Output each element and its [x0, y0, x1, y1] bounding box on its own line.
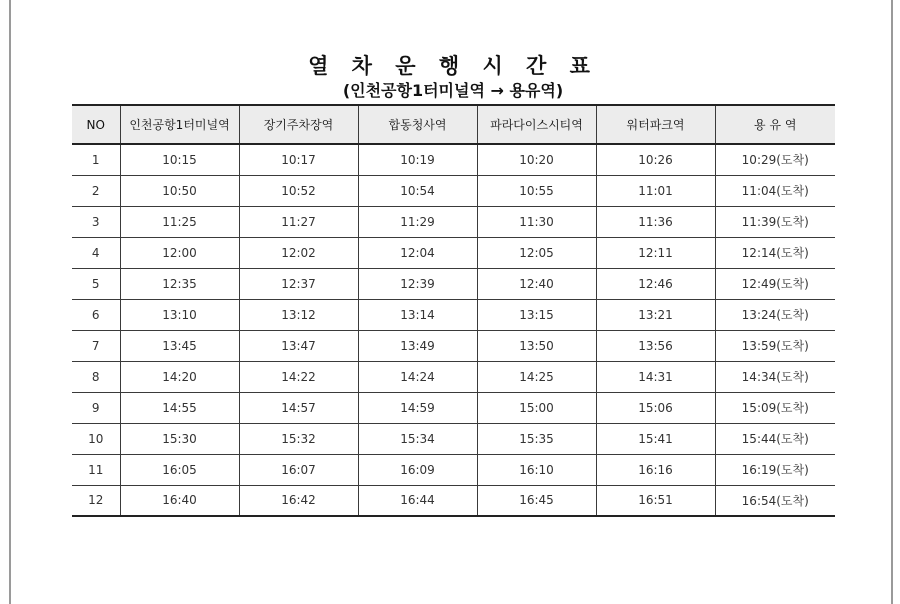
time-cell: 10:17	[239, 144, 358, 175]
page-subtitle: (인천공항1터미널역 → 용유역)	[342, 81, 564, 100]
time-cell: 15:30	[120, 423, 239, 454]
time-cell: 10:54	[358, 175, 477, 206]
time-cell: 12:00	[120, 237, 239, 268]
time-cell: 11:04(도착)	[715, 175, 835, 206]
time-cell: 10:20	[477, 144, 596, 175]
time-cell: 10:50	[120, 175, 239, 206]
column-header-paradise-city: 파라다이스시티역	[477, 105, 596, 144]
row-number-cell: 12	[88, 493, 104, 508]
time-cell: 16:40	[120, 485, 239, 516]
time-cell: 12:35	[120, 268, 239, 299]
time-cell: 10:15	[120, 144, 239, 175]
document-page	[9, 0, 893, 604]
row-number-cell: 11	[88, 462, 104, 477]
column-header-yongyu: 용 유 역	[715, 105, 835, 144]
time-cell: 15:00	[477, 392, 596, 423]
time-cell: 16:07	[239, 454, 358, 485]
table-row	[72, 237, 835, 268]
column-header-water-park: 워터파크역	[596, 105, 715, 144]
time-cell: 14:22	[239, 361, 358, 392]
table-body	[72, 144, 835, 516]
time-cell: 16:44	[358, 485, 477, 516]
time-cell: 13:15	[477, 299, 596, 330]
time-cell: 14:34(도착)	[715, 361, 835, 392]
time-cell: 14:31	[596, 361, 715, 392]
time-cell: 11:36	[596, 206, 715, 237]
time-cell: 13:10	[120, 299, 239, 330]
time-cell: 16:16	[596, 454, 715, 485]
time-cell: 16:10	[477, 454, 596, 485]
time-cell: 11:25	[120, 206, 239, 237]
time-cell: 12:14(도착)	[715, 237, 835, 268]
row-number-cell: 6	[91, 307, 100, 322]
time-cell: 13:50	[477, 330, 596, 361]
table-row	[72, 423, 835, 454]
row-number-cell: 5	[91, 276, 100, 291]
time-cell: 16:05	[120, 454, 239, 485]
time-cell: 11:39(도착)	[715, 206, 835, 237]
time-cell: 15:06	[596, 392, 715, 423]
time-cell: 13:47	[239, 330, 358, 361]
time-cell: 12:40	[477, 268, 596, 299]
time-cell: 16:45	[477, 485, 596, 516]
time-cell: 14:57	[239, 392, 358, 423]
timetable	[72, 104, 835, 517]
time-cell: 11:30	[477, 206, 596, 237]
column-header-no: NO	[86, 117, 105, 132]
time-cell: 12:46	[596, 268, 715, 299]
row-number-cell: 8	[91, 369, 100, 384]
time-cell: 13:14	[358, 299, 477, 330]
table-row	[72, 392, 835, 423]
time-cell: 15:34	[358, 423, 477, 454]
time-cell: 14:24	[358, 361, 477, 392]
table-row	[72, 144, 835, 175]
column-header-government-complex: 합동청사역	[358, 105, 477, 144]
time-cell: 15:09(도착)	[715, 392, 835, 423]
time-cell: 12:04	[358, 237, 477, 268]
time-cell: 16:54(도착)	[715, 485, 835, 516]
time-cell: 10:26	[596, 144, 715, 175]
time-cell: 12:37	[239, 268, 358, 299]
time-cell: 12:39	[358, 268, 477, 299]
time-cell: 10:19	[358, 144, 477, 175]
row-number-cell: 7	[91, 338, 100, 353]
time-cell: 12:02	[239, 237, 358, 268]
time-cell: 13:21	[596, 299, 715, 330]
time-cell: 13:12	[239, 299, 358, 330]
time-cell: 16:42	[239, 485, 358, 516]
time-cell: 12:11	[596, 237, 715, 268]
row-number-cell: 3	[91, 214, 100, 229]
time-cell: 11:01	[596, 175, 715, 206]
time-cell: 14:20	[120, 361, 239, 392]
time-cell: 15:35	[477, 423, 596, 454]
time-cell: 10:52	[239, 175, 358, 206]
row-number-cell: 4	[91, 245, 100, 260]
time-cell: 15:41	[596, 423, 715, 454]
time-cell: 15:44(도착)	[715, 423, 835, 454]
row-number-cell: 9	[91, 400, 100, 415]
time-cell: 14:55	[120, 392, 239, 423]
time-cell: 11:27	[239, 206, 358, 237]
table-row	[72, 175, 835, 206]
table-row	[72, 330, 835, 361]
table-header-row	[72, 105, 835, 144]
row-number-cell: 1	[91, 152, 100, 167]
column-header-incheon-airport-t1: 인천공항1터미널역	[120, 105, 239, 144]
time-cell: 16:51	[596, 485, 715, 516]
time-cell: 16:19(도착)	[715, 454, 835, 485]
table-row	[72, 454, 835, 485]
time-cell: 11:29	[358, 206, 477, 237]
table-row	[72, 268, 835, 299]
time-cell: 14:59	[358, 392, 477, 423]
time-cell: 12:49(도착)	[715, 268, 835, 299]
page-title: 열 차 운 행 시 간 표	[308, 54, 598, 78]
time-cell: 13:24(도착)	[715, 299, 835, 330]
time-cell: 10:55	[477, 175, 596, 206]
time-cell: 12:05	[477, 237, 596, 268]
table-row	[72, 299, 835, 330]
table-row	[72, 361, 835, 392]
table-row	[72, 206, 835, 237]
time-cell: 13:49	[358, 330, 477, 361]
time-cell: 16:09	[358, 454, 477, 485]
row-number-cell: 2	[91, 183, 100, 198]
column-header-long-term-parking: 장기주차장역	[239, 105, 358, 144]
table-row	[72, 485, 835, 516]
time-cell: 13:59(도착)	[715, 330, 835, 361]
time-cell: 13:56	[596, 330, 715, 361]
time-cell: 15:32	[239, 423, 358, 454]
row-number-cell: 10	[88, 431, 104, 446]
time-cell: 14:25	[477, 361, 596, 392]
time-cell: 13:45	[120, 330, 239, 361]
time-cell: 10:29(도착)	[715, 144, 835, 175]
